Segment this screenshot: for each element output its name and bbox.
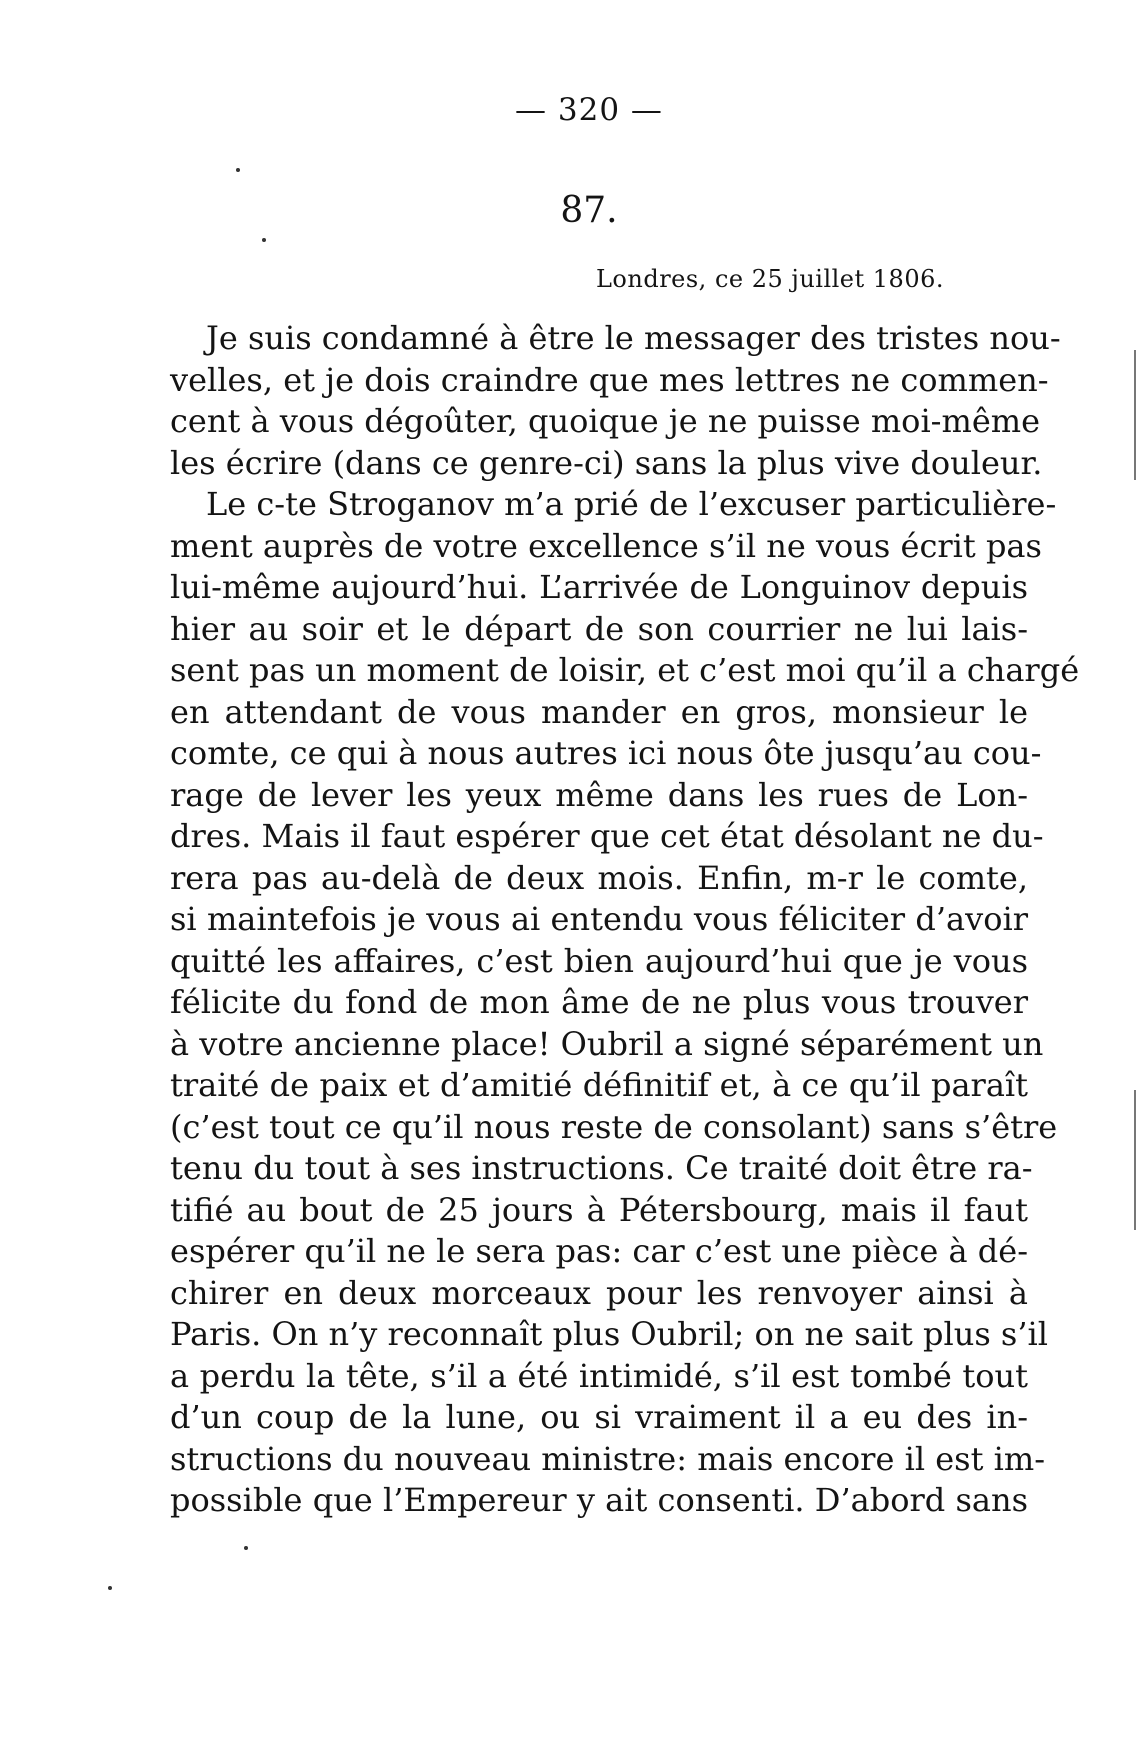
text-line: félicite du fond de mon âme de ne plus vous trouver bbox=[170, 983, 1028, 1021]
text-line: Je suis condamné à être le messager des tristes nou- bbox=[206, 319, 1061, 357]
text-line: à votre ancienne place! Oubril a signé séparément un bbox=[170, 1024, 1044, 1063]
scan-speck bbox=[108, 1586, 112, 1590]
letter-number: 87. bbox=[560, 190, 618, 231]
text-line: cent à vous dégoûter, quoique je ne puisse moi-même bbox=[170, 402, 1041, 440]
scan-speck bbox=[262, 238, 266, 242]
text-line: Paris. On n’y reconnaît plus Oubril; on ne sait plus s’il bbox=[170, 1315, 1048, 1353]
text-line: tifié au bout de 25 jours à Pétersbourg, mais il faut bbox=[170, 1190, 1028, 1229]
scan-speck bbox=[244, 1546, 248, 1550]
text-line: sent pas un moment de loisir, et c’est moi qu’il a chargé bbox=[170, 651, 1080, 689]
scan-speck bbox=[236, 168, 240, 172]
text-line: lui-même aujourd’hui. L’arrivée de Longuinov depuis bbox=[170, 568, 1028, 606]
text-line: chirer en deux morceaux pour les renvoyer ainsi à bbox=[170, 1273, 1028, 1312]
text-line: rera pas au-delà de deux mois. Enfin, m-r le comte, bbox=[170, 858, 1028, 897]
text-line: a perdu la tête, s’il a été intimidé, s’il est tombé tout bbox=[170, 1356, 1028, 1395]
text-line: Le c-te Stroganov m’a prié de l’excuser particulière- bbox=[206, 485, 1057, 523]
text-line: espérer qu’il ne le sera pas: car c’est une pièce à dé- bbox=[170, 1232, 1028, 1270]
text-line: rage de lever les yeux même dans les rues de Lon- bbox=[170, 775, 1028, 814]
text-line: quitté les affaires, c’est bien aujourd’hui que je vous bbox=[170, 941, 1028, 980]
text-line: comte, ce qui à nous autres ici nous ôte jusqu’au cou- bbox=[170, 734, 1042, 772]
text-line: tenu du tout à ses instructions. Ce traité doit être ra- bbox=[170, 1149, 1033, 1187]
text-line: traité de paix et d’amitié définitif et, à ce qu’il paraît bbox=[170, 1066, 1028, 1104]
text-line: dres. Mais il faut espérer que cet état désolant ne du- bbox=[170, 817, 1044, 855]
scan-margin-mark bbox=[1134, 350, 1136, 480]
text-line: ment auprès de votre excellence s’il ne vous écrit pas bbox=[170, 526, 1042, 565]
text-line: en attendant de vous mander en gros, monsieur le bbox=[170, 692, 1028, 731]
page-number: — 320 — bbox=[515, 92, 663, 128]
text-line: possible que l’Empereur y ait consenti. D’abord sans bbox=[170, 1481, 1028, 1519]
text-line: si maintefois je vous ai entendu vous féliciter d’avoir bbox=[170, 900, 1028, 938]
text-line: (c’est tout ce qu’il nous reste de consolant) sans s’être bbox=[170, 1107, 1058, 1146]
scan-margin-mark bbox=[1134, 1090, 1136, 1230]
text-line: structions du nouveau ministre: mais encore il est im- bbox=[170, 1439, 1045, 1478]
letter-body bbox=[170, 318, 1080, 1522]
text-line: velles, et je dois craindre que mes lettres ne commen- bbox=[170, 360, 1049, 399]
text-line: les écrire (dans ce genre-ci) sans la plus vive douleur. bbox=[170, 443, 1043, 482]
text-line: hier au soir et le départ de son courrier ne lui lais- bbox=[170, 609, 1028, 648]
letter-dateline: Londres, ce 25 juillet 1806. bbox=[595, 265, 944, 293]
text-line: d’un coup de la lune, ou si vraiment il a eu des in- bbox=[170, 1398, 1028, 1436]
